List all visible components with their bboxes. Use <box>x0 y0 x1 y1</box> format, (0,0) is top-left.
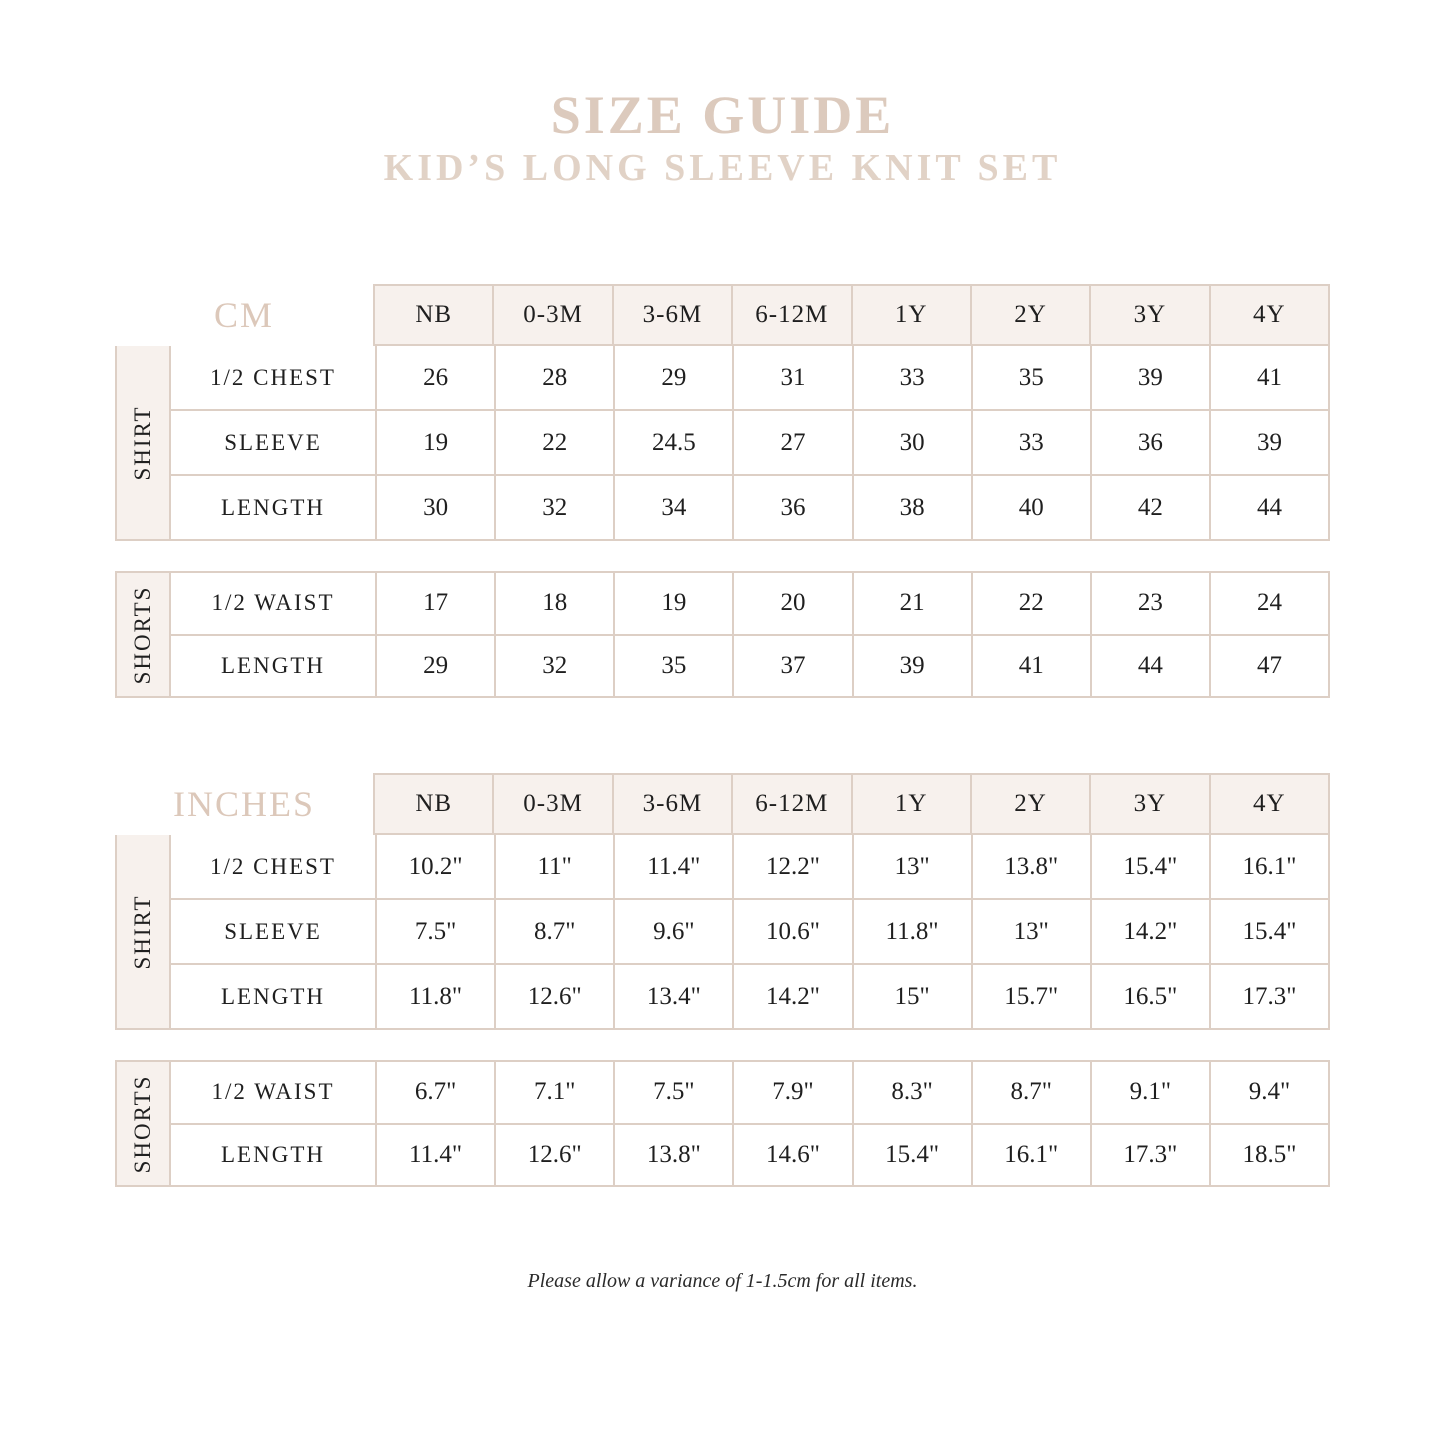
table-cell: 19 <box>613 573 732 634</box>
size-header-row <box>373 284 1330 346</box>
group-label-text: SHIRT <box>130 893 155 970</box>
table-cell: 8.3" <box>852 1062 971 1123</box>
table-cell: 39 <box>1090 346 1209 409</box>
table-cell: 41 <box>1209 346 1328 409</box>
table-cell: 26 <box>423 363 449 391</box>
table-cell: 15.7" <box>971 965 1090 1028</box>
table-cell: 35 <box>971 346 1090 409</box>
table-cell: 8.7" <box>971 1062 1090 1123</box>
table-cell: 13.8" <box>613 1125 732 1186</box>
row-label: 1/2 CHEST <box>171 835 377 898</box>
row-label: LENGTH <box>171 636 377 697</box>
table-cell: 30 <box>852 411 971 474</box>
table-cell: 13.4" <box>613 965 732 1028</box>
table-cell: 19 <box>423 428 449 456</box>
size-header-cell: 6-12M <box>731 286 850 344</box>
table-row <box>171 409 1328 474</box>
table-cell: 40 <box>971 476 1090 539</box>
table-cell: 13.8" <box>971 835 1090 898</box>
row-label: SLEEVE <box>171 900 377 963</box>
unit-label-inches: INCHES <box>172 784 315 824</box>
table-cell: 14.2" <box>732 965 851 1028</box>
row-label: LENGTH <box>171 476 377 539</box>
row-label: 1/2 WAIST <box>171 1062 377 1123</box>
table-cell: 15.4" <box>1090 835 1209 898</box>
table-cell: 14.2" <box>1090 900 1209 963</box>
group-label-text: SHIRT <box>130 404 155 481</box>
table-cell: 32 <box>494 476 613 539</box>
size-header-cell: 0-3M <box>492 286 611 344</box>
size-header-cell: 3-6M <box>612 286 731 344</box>
variance-note: Please allow a variance of 1-1.5cm for all items. <box>527 1270 918 1292</box>
table-row <box>171 963 1328 1028</box>
table-cell: 11.8" <box>409 982 463 1010</box>
size-header-cell: 4Y <box>1209 286 1328 344</box>
table-cell: 36 <box>732 476 851 539</box>
size-header-cell: 0-3M <box>492 775 611 833</box>
table-cell: 33 <box>852 346 971 409</box>
table-cell: 37 <box>732 636 851 697</box>
table-cell: 9.6" <box>613 900 732 963</box>
table-cell: 36 <box>1090 411 1209 474</box>
row-label: SLEEVE <box>171 411 377 474</box>
size-header-cell: 4Y <box>1209 775 1328 833</box>
table-cell: 21 <box>852 573 971 634</box>
group-label-shorts <box>117 1062 171 1185</box>
table-cell: 18 <box>494 573 613 634</box>
table-cell: 27 <box>732 411 851 474</box>
row-label: LENGTH <box>171 965 377 1028</box>
table-cell: 18.5" <box>1209 1125 1328 1186</box>
size-header-cell: 3Y <box>1089 286 1208 344</box>
unit-label-cm: CM <box>213 295 275 335</box>
table-cell: 11.8" <box>852 900 971 963</box>
table-cell: 30 <box>423 493 449 521</box>
size-header-cell: NB <box>415 790 453 817</box>
table-cell: 17.3" <box>1209 965 1328 1028</box>
shorts-group <box>115 1060 1330 1187</box>
group-label-text: SHORTS <box>130 585 155 684</box>
table-cell: 12.6" <box>494 1125 613 1186</box>
table-cell: 12.6" <box>494 965 613 1028</box>
table-cell: 16.1" <box>1209 835 1328 898</box>
table-cell: 35 <box>613 636 732 697</box>
table-cell: 31 <box>732 346 851 409</box>
group-label-shorts <box>117 573 171 696</box>
table-cell: 9.4" <box>1209 1062 1328 1123</box>
table-cell: 38 <box>852 476 971 539</box>
row-label: LENGTH <box>171 1125 377 1186</box>
table-cell: 14.6" <box>732 1125 851 1186</box>
shirt-group <box>115 835 1330 1030</box>
table-cell: 15.4" <box>852 1125 971 1186</box>
row-label: 1/2 WAIST <box>171 573 377 634</box>
size-header-cell: 3Y <box>1089 775 1208 833</box>
table-cell: 7.9" <box>732 1062 851 1123</box>
shorts-group <box>115 571 1330 698</box>
table-cell: 24.5 <box>613 411 732 474</box>
table-cell: 44 <box>1209 476 1328 539</box>
table-cell: 34 <box>613 476 732 539</box>
table-row <box>171 474 1328 539</box>
table-cell: 7.5" <box>613 1062 732 1123</box>
row-label: 1/2 CHEST <box>171 346 377 409</box>
table-cell: 20 <box>732 573 851 634</box>
cm-section <box>115 284 1330 698</box>
table-cell: 29 <box>613 346 732 409</box>
table-cell: 6.7" <box>414 1078 457 1106</box>
table-row <box>171 835 1328 898</box>
table-cell: 11.4" <box>613 835 732 898</box>
table-cell: 39 <box>1209 411 1328 474</box>
table-cell: 47 <box>1209 636 1328 697</box>
table-row <box>171 634 1328 697</box>
table-cell: 15.4" <box>1209 900 1328 963</box>
table-cell: 42 <box>1090 476 1209 539</box>
group-label-text: SHORTS <box>130 1074 155 1173</box>
table-row <box>171 346 1328 409</box>
table-cell: 32 <box>494 636 613 697</box>
table-cell: 39 <box>852 636 971 697</box>
table-cell: 8.7" <box>494 900 613 963</box>
table-row <box>171 573 1328 634</box>
size-header-cell: NB <box>415 301 453 328</box>
table-cell: 44 <box>1090 636 1209 697</box>
size-header-cell: 2Y <box>970 286 1089 344</box>
table-cell: 7.1" <box>494 1062 613 1123</box>
size-header-cell: 1Y <box>851 775 970 833</box>
table-cell: 12.2" <box>732 835 851 898</box>
group-label-shirt <box>117 346 171 539</box>
table-row <box>171 898 1328 963</box>
table-cell: 11.4" <box>409 1140 463 1168</box>
size-header-cell: 1Y <box>851 286 970 344</box>
table-cell: 17 <box>423 589 449 617</box>
shirt-group <box>115 346 1330 541</box>
table-cell: 13" <box>971 900 1090 963</box>
inches-section <box>115 773 1330 1187</box>
size-header-cell: 3-6M <box>612 775 731 833</box>
size-header-row <box>373 773 1330 835</box>
table-cell: 16.1" <box>971 1125 1090 1186</box>
page-title: SIZE GUIDE <box>550 85 895 145</box>
table-cell: 22 <box>494 411 613 474</box>
table-cell: 10.6" <box>732 900 851 963</box>
table-row <box>171 1123 1328 1186</box>
table-cell: 11" <box>494 835 613 898</box>
table-cell: 22 <box>971 573 1090 634</box>
table-cell: 28 <box>494 346 613 409</box>
table-cell: 10.2" <box>408 852 463 880</box>
size-header-cell: 6-12M <box>731 775 850 833</box>
table-cell: 23 <box>1090 573 1209 634</box>
table-cell: 17.3" <box>1090 1125 1209 1186</box>
table-cell: 41 <box>971 636 1090 697</box>
table-cell: 13" <box>852 835 971 898</box>
table-cell: 9.1" <box>1090 1062 1209 1123</box>
table-cell: 29 <box>423 651 449 679</box>
table-cell: 24 <box>1209 573 1328 634</box>
table-cell: 15" <box>852 965 971 1028</box>
page-subtitle: KID’S LONG SLEEVE KNIT SET <box>383 147 1062 189</box>
size-header-cell: 2Y <box>970 775 1089 833</box>
table-cell: 33 <box>971 411 1090 474</box>
table-cell: 7.5" <box>414 917 457 945</box>
group-label-shirt <box>117 835 171 1028</box>
table-cell: 16.5" <box>1090 965 1209 1028</box>
table-row <box>171 1062 1328 1123</box>
